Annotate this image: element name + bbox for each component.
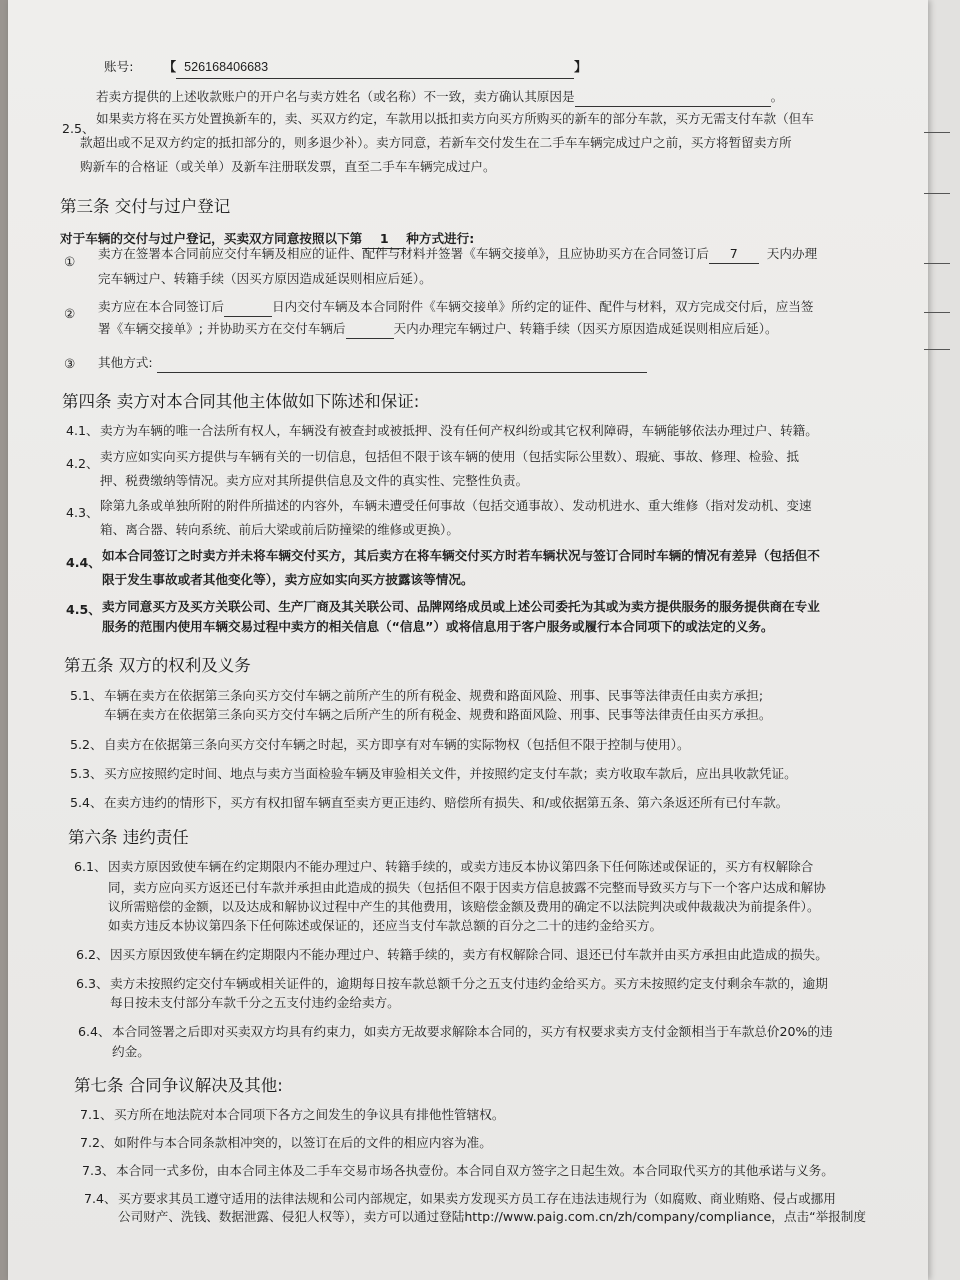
section-4-title: 第四条 卖方对本合同其他主体做如下陈述和保证: [62, 392, 420, 411]
clause-4-5-line: 卖方同意买方及买方关联公司、生产厂商及其关联公司、品牌网络成员或上述公司委托为其或为卖方提供服务的服务提供商在专业 [102, 599, 820, 614]
option-3-marker: ③ [64, 356, 76, 371]
handover-days-field[interactable] [346, 320, 394, 339]
clause-6-3-line: 每日按未支付部分车款千分之五支付违约金给卖方。 [110, 995, 400, 1010]
clause-7-1-line: 买方所在地法院对本合同项下各方之间发生的争议具有排他性管辖权。 [114, 1107, 505, 1122]
clause-number: 5.1、 [70, 688, 103, 703]
clause-5-3-line: 买方应按照约定时间、地点与卖方当面检验车辆及审验相关文件，并按照约定支付车款；卖方收取车款后，应出具收款凭证。 [104, 766, 797, 781]
clause-6-1-line: 同，卖方应向买方返还已付车款并承担由此造成的损失（包括但不限于因卖方信息披露不完整而导致买方与下一个客户达成和解协 [108, 880, 826, 895]
clause-4-4-line: 限于发生事故或者其他变化等），卖方应如实向买方披露该等情况。 [102, 572, 474, 587]
clause-number: 7.2、 [80, 1135, 113, 1150]
section-5-title: 第五条 双方的权利及义务 [64, 656, 251, 675]
delivery-days-field[interactable] [224, 298, 272, 317]
clause-number: 6.3、 [76, 976, 109, 991]
option-2-line: 卖方应在本合同签订后 日内交付车辆及本合同附件《车辆交接单》所约定的证件、配件与材料，双方完成交付后，应当签 [98, 296, 813, 318]
clause-number: 6.1、 [74, 859, 107, 874]
clause-6-4-line: 本合同签署之后即对买卖双方均具有约束力，如卖方无故要求解除本合同的，买方有权要求卖方支付金额相当于车款总价20%的违 [112, 1024, 833, 1039]
clause-number: 5.4、 [70, 795, 103, 810]
clause-6-3-line: 卖方未按照约定交付车辆或相关证件的，逾期每日按车款总额千分之五支付违约金给买方。买方未按照约定支付剩余车款的，逾期 [110, 976, 828, 991]
option-2-line: 署《车辆交接单》; 并协助买方在交付车辆后 天内办理完车辆过户、转籍手续（因买方原因造成延误则相应后延）。 [98, 318, 778, 340]
clause-2-5-line: 款超出或不足双方约定的抵扣部分的，则多退少补）。卖方同意，若新车交付发生在二手车车辆完成过户之前，买方将暂留卖方所 [80, 135, 792, 150]
clause-4-2-line: 卖方应如实向买方提供与车辆有关的一切信息，包括但不限于该车辆的使用（包括实际公里数）、瑕疵、事故、修理、检验、抵 [100, 449, 799, 464]
transfer-days-field[interactable]: 7 [709, 245, 759, 264]
clause-number: 4.4、 [66, 555, 101, 570]
clause-5-2-line: 自卖方在依据第三条向买方交付车辆之时起，买方即享有对车辆的实际物权（包括但不限于控制与使用）。 [104, 737, 690, 752]
mismatch-reason-field[interactable] [575, 88, 771, 107]
clause-4-2-line: 押、税费缴纳等情况。卖方应对其所提供信息及文件的真实性、完整性负责。 [100, 473, 529, 488]
clause-number: 4.2、 [66, 456, 99, 471]
section-6-title: 第六条 违约责任 [68, 828, 189, 847]
clause-4-5-line: 服务的范围内使用车辆交易过程中卖方的相关信息（“信息”）或将信息用于客户服务或履行本合同项下的或法定的义务。 [102, 619, 774, 634]
clause-6-2-line: 因买方原因致使车辆在约定期限内不能办理过户、转籍手续的，卖方有权解除合同、退还已付车款并由买方承担由此造成的损失。 [110, 947, 828, 962]
clause-number: 5.2、 [70, 737, 103, 752]
clause-5-1-line: 车辆在卖方在依据第三条向买方交付车辆之前所产生的所有税金、规费和路面风险、刑事、民事等法律责任由卖方承担; [104, 688, 764, 703]
section-7-title: 第七条 合同争议解决及其他: [74, 1076, 283, 1095]
clause-4-3-line: 箱、离合器、转向系统、前后大梁或前后防撞梁的维修或更换）。 [100, 522, 459, 537]
option-1-line: 卖方在签署本合同前应交付车辆及相应的证件、配件与材料并签署《车辆交接单》，且应协助买方在合同签订后 7 天内办理 [98, 243, 817, 265]
account-close-bracket: 】 [574, 59, 587, 74]
clause-number: 4.3、 [66, 505, 99, 520]
clause-number: 2.5、 [62, 121, 95, 136]
clause-7-4-line: 买方要求其员工遵守适用的法律法规和公司内部规定，如果卖方发现买方员工存在违法违规行为（如腐败、商业贿赂、侵占或挪用 [118, 1191, 836, 1206]
clause-number: 7.4、 [84, 1191, 117, 1206]
section-3-title: 第三条 交付与过户登记 [60, 197, 231, 216]
delivery-method-field[interactable]: 1 [362, 230, 406, 249]
clause-2-5-line: 如果卖方将在买方处置换新车的，卖、买双方约定，车款用以抵扣卖方向买方所购买的新车的部分车款，买方无需支付车款（但车 [96, 111, 814, 126]
clause-5-1-line: 车辆在卖方在依据第三条向买方交付车辆之后所产生的所有税金、规费和路面风险、刑事、民事等法律责任由买方承担。 [104, 707, 772, 722]
clause-6-1-line: 因卖方原因致使车辆在约定期限内不能办理过户、转籍手续的，或卖方违反本协议第四条下任何陈述或保证的，买方有权解除合 [108, 859, 814, 874]
clause-number: 4.1、 [66, 423, 99, 438]
clause-number: 5.3、 [70, 766, 103, 781]
clause-6-1-line: 如卖方违反本协议第四条下任何陈述或保证的，还应当支付车款总额的百分之二十的违约金给买方。 [108, 918, 663, 933]
clause-number: 6.4、 [78, 1024, 111, 1039]
clause-5-4-line: 在卖方违约的情形下，买方有权扣留车辆直至卖方更正违约、赔偿所有损失、和/或依据第五条、第六条返还所有已付车款。 [104, 795, 789, 810]
account-open-bracket: 【 [163, 59, 177, 74]
account-line [104, 56, 587, 79]
account-number-field[interactable]: 526168406683 [176, 56, 574, 79]
clause-4-4-line: 如本合同签订之时卖方并未将车辆交付买方，其后卖方在将车辆交付买方时若车辆状况与签订合同时车辆的情况有差异（包括但不 [102, 548, 820, 563]
account-mismatch-line: 若卖方提供的上述收款账户的开户名与卖方姓名（或名称）不一致，卖方确认其原因是 。 [96, 86, 783, 108]
clause-7-3-line: 本合同一式多份，由本合同主体及二手车交易市场各执壹份。本合同自双方签字之日起生效。本合同取代买方的其他承诺与义务。 [116, 1163, 834, 1178]
clause-number: 7.3、 [82, 1163, 115, 1178]
clause-number: 7.1、 [80, 1107, 113, 1122]
other-method-field[interactable] [157, 354, 647, 373]
option-1-marker: ① [64, 254, 76, 269]
clause-6-4-line: 约金。 [112, 1044, 150, 1059]
option-2-marker: ② [64, 306, 76, 321]
clause-2-5-line: 购新车的合格证（或关单）及新车注册联发票，直至二手车车辆完成过户。 [80, 159, 496, 174]
option-1-line: 完车辆过户、转籍手续（因买方原因造成延误则相应后延）。 [98, 271, 432, 286]
option-3-line: 其他方式: [98, 352, 647, 374]
clause-6-1-line: 议所需赔偿的金额，以及达成和解协议过程中产生的其他费用，该赔偿金额及费用的确定不以法院判决或仲裁裁决为前提条件）。 [108, 899, 820, 914]
clause-7-4-line: 公司财产、洗钱、数据泄露、侵犯人权等），卖方可以通过登陆http://www.paig.com.cn/zh/company/compliance，点击“举报制度 [118, 1209, 866, 1224]
clause-7-2-line: 如附件与本合同条款相冲突的，以签订在后的文件的相应内容为准。 [114, 1135, 492, 1150]
account-label: 账号: [104, 59, 134, 74]
clause-4-1-line: 卖方为车辆的唯一合法所有权人，车辆没有被查封或被抵押、没有任何产权纠纷或其它权利障碍，车辆能够依法办理过户、转籍。 [100, 423, 818, 438]
section-3-intro: 对于车辆的交付与过户登记，买卖双方同意按照以下第 1 种方式进行: [60, 228, 474, 250]
clause-4-3-line: 除第九条或单独所附的附件所描述的内容外，车辆未遭受任何事故（包括交通事故）、发动机进水、重大维修（指对发动机、变速 [100, 498, 812, 513]
clause-number: 4.5、 [66, 602, 101, 617]
clause-number: 6.2、 [76, 947, 109, 962]
